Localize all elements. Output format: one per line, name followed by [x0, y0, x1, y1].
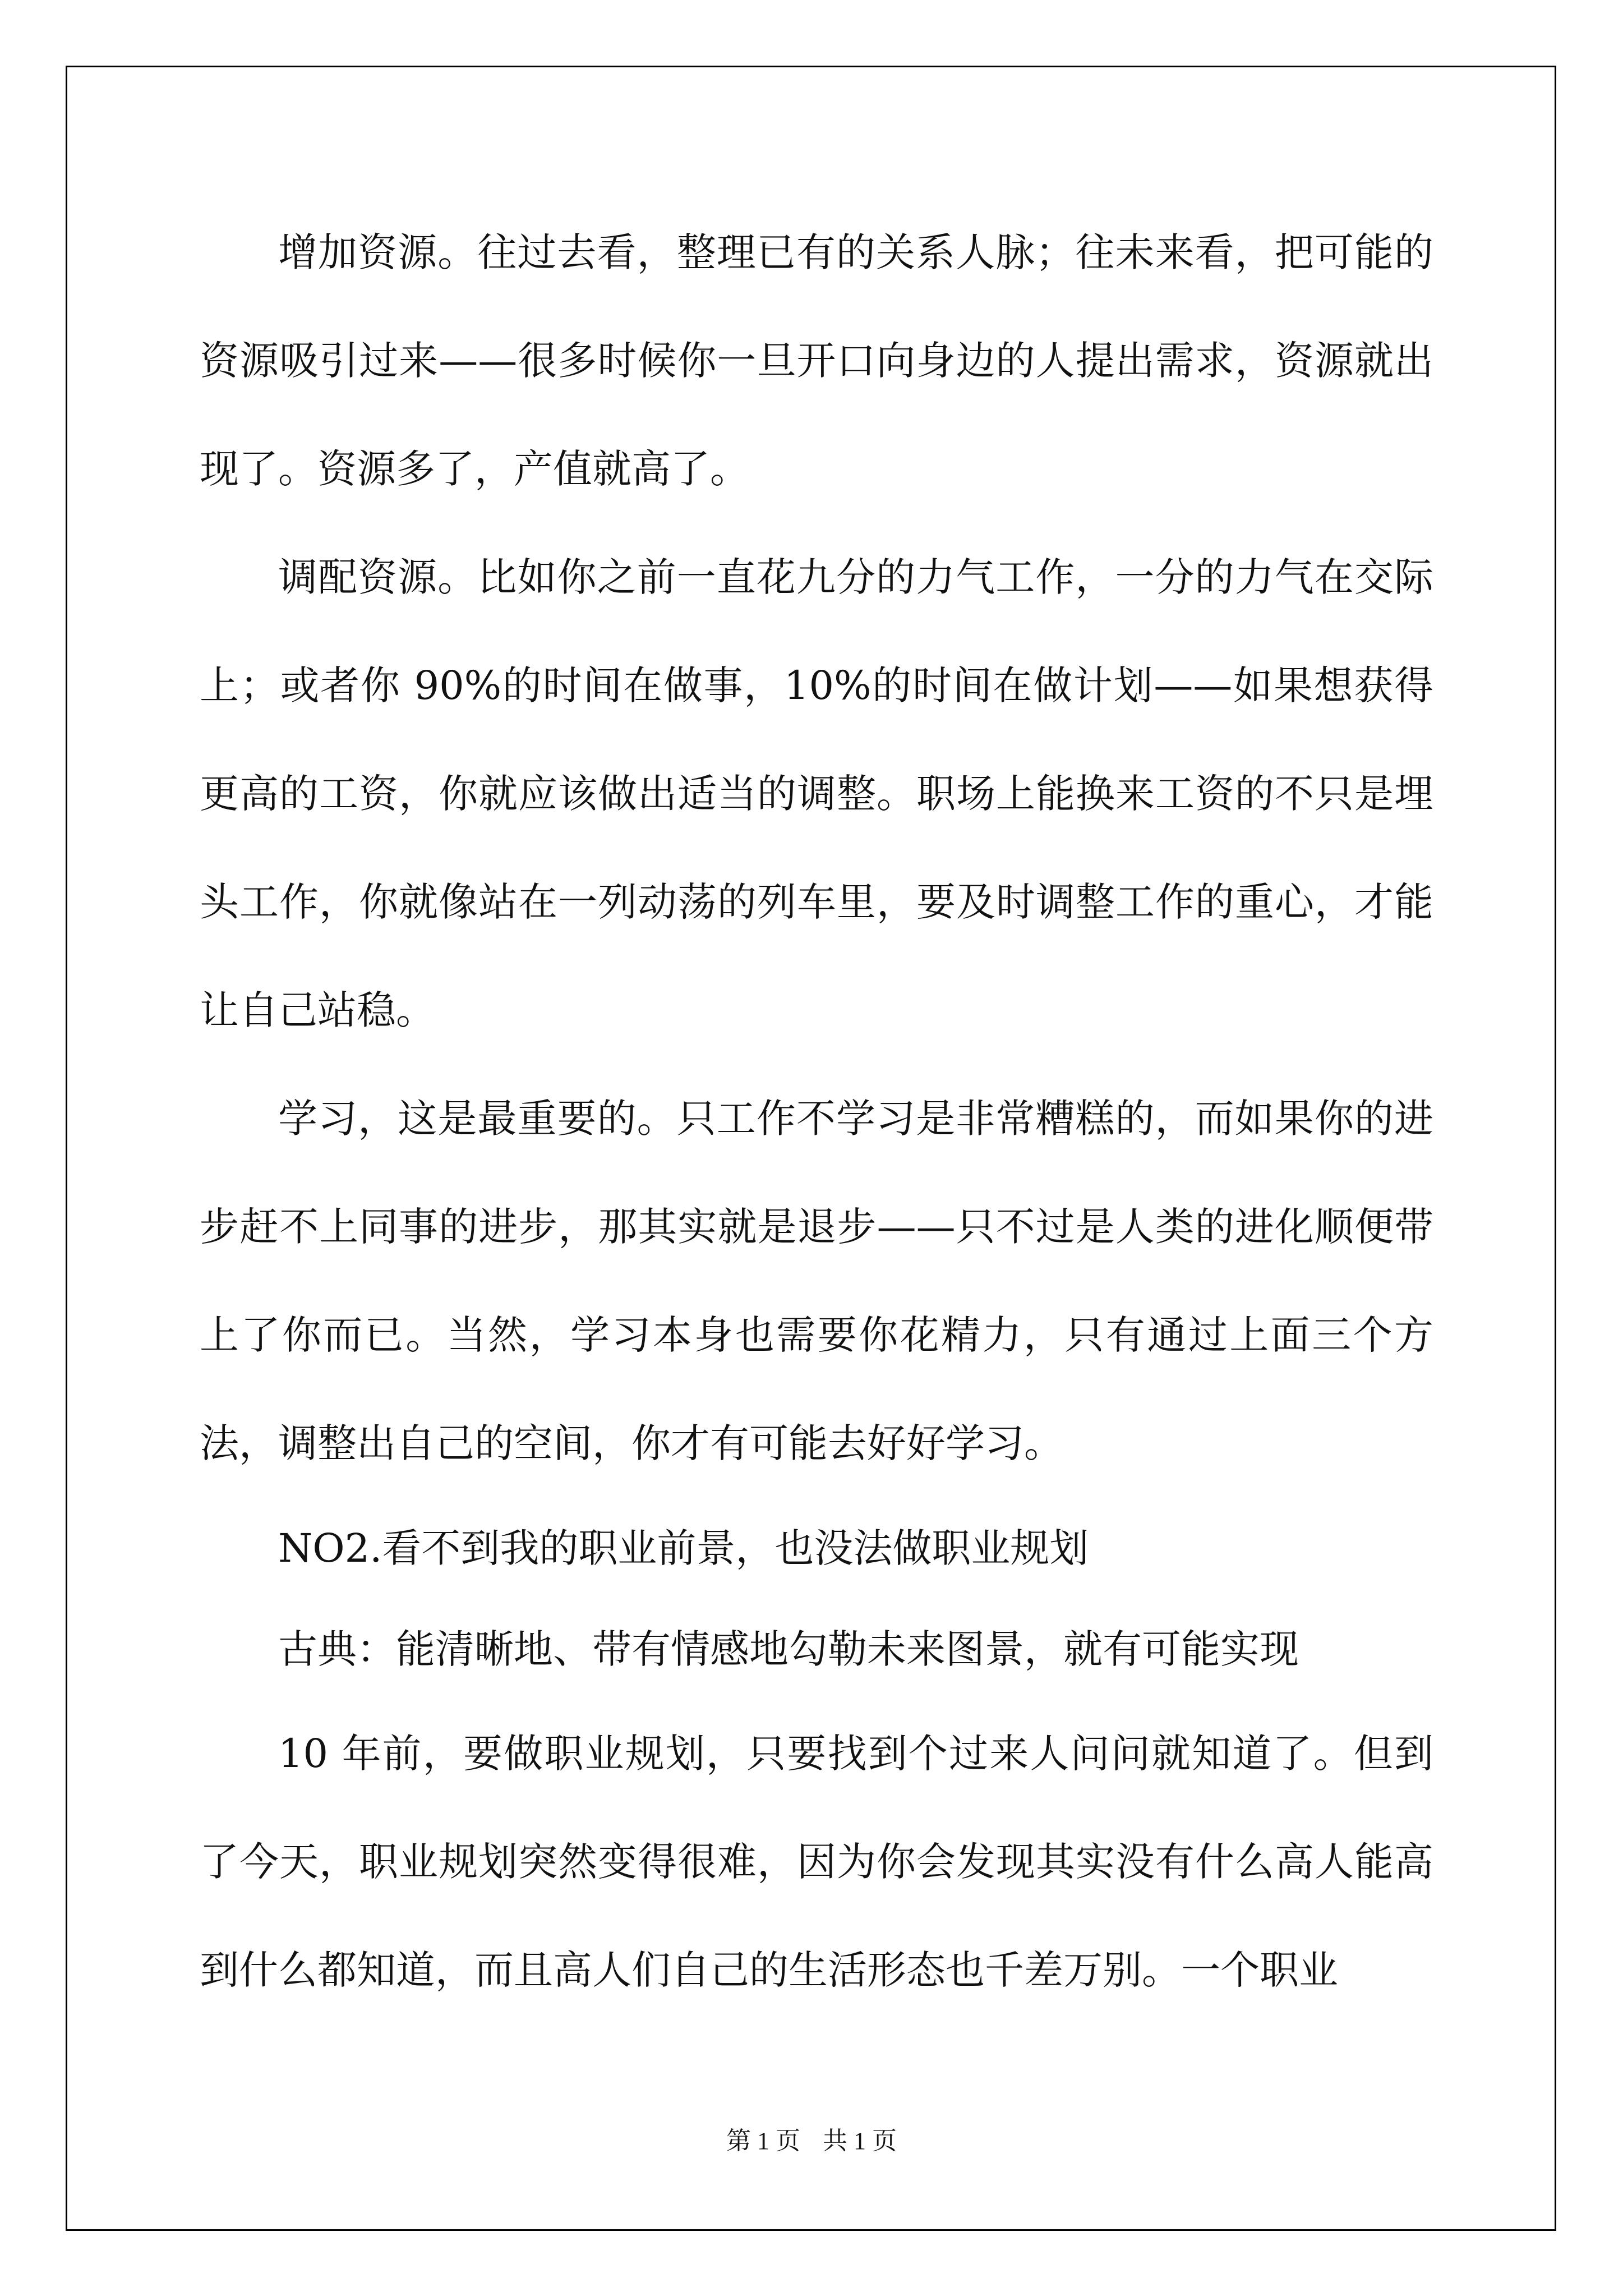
paragraph-learning: 学习，这是最重要的。只工作不学习是非常糟糕的，而如果你的进步赶不上同事的进步，那其实就是退步——只不过是人类的进化顺便带上了你而已。当然，学习本身也需要你花精力，只有通过上面三个方法，调整出自己的空间，你才有可能去好好学习。: [200, 1096, 1433, 1466]
page-footer: [0, 2120, 1623, 2156]
page-number-total: 共 1 页: [823, 2127, 897, 2155]
paragraph-add-resources: 增加资源。往过去看，整理已有的关系人脉；往未来看，把可能的资源吸引过来——很多时候你一旦开口向身边的人提出需求，资源就出现了。资源多了，产值就高了。: [200, 229, 1433, 492]
page-number-current: 第 1 页: [726, 2127, 800, 2155]
document-body: [200, 199, 1433, 2024]
paragraph-gudian-quote: 古典：能清晰地、带有情感地勾勒未来图景，就有可能实现: [278, 1626, 1299, 1672]
paragraph-ten-years-ago: 10 年前，要做职业规划，只要找到个过来人问问就知道了。但到了今天，职业规划突然变得很难，因为你会发现其实没有什么高人能高到什么都知道，而且高人们自己的生活形态也千差万别。一个职业: [200, 1731, 1433, 1993]
section-heading-no2: NO2.看不到我的职业前景，也没法做职业规划: [278, 1525, 1089, 1571]
paragraph-allocate-resources: 调配资源。比如你之前一直花九分的力气工作，一分的力气在交际上；或者你 90%的时间在做事，10%的时间在做计划——如果想获得更高的工资，你就应该做出适当的调整。职场上能换来工资的不只是埋头工作，你就像站在一列动荡的列车里，要及时调整工作的重心，才能让自己站稳。: [200, 554, 1433, 1033]
